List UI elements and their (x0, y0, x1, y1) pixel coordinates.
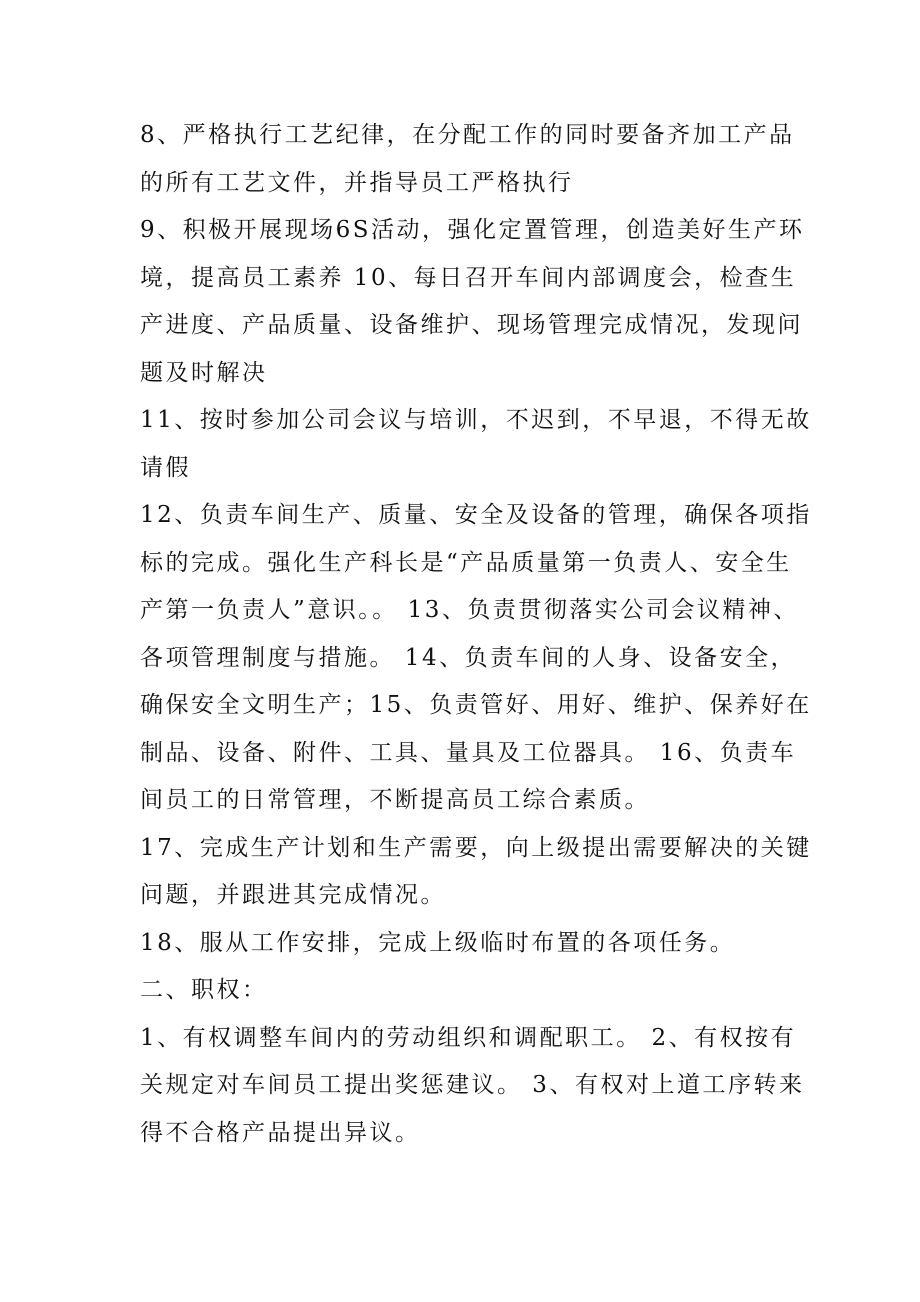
text-line-20: 1、有权调整车间内的劳动组织和调配职工。 2、有权按有 (140, 1024, 797, 1051)
text-line-10: 标的完成。强化生产科长是“产品质量第一负责人、安全生 (140, 549, 792, 576)
text-line-21: 关规定对车间员工提出奖惩建议。 3、有权对上道工序转来 (140, 1072, 805, 1098)
text-line-15: 间员工的日常管理，不断提高员工综合素质。 (140, 787, 650, 813)
text-line-14: 制品、设备、附件、工具、量具及工位器具。 16、负责车 (140, 739, 797, 766)
text-line-12: 各项管理制度与措施。 14、负责车间的人身、设备安全， (140, 644, 797, 671)
text-line-22: 得不合格产品提出异议。 (140, 1119, 421, 1146)
text-line-9: 12、负责车间生产、质量、安全及设备的管理，确保各项指 (140, 502, 812, 528)
text-line-11: 产第一负责人”意识。。 13、负责贯彻落实公司会议精神、 (140, 597, 799, 623)
text-line-2: 的所有工艺文件，并指导员工严格执行 (140, 169, 574, 196)
text-line-7: 11、按时参加公司会议与培训，不迟到，不早退，不得无故 (140, 407, 812, 433)
text-line-5: 产进度、产品质量、设备维护、现场管理完成情况，发现问 (140, 312, 803, 338)
text-line-3: 9、积极开展现场6S活动，强化定置管理，创造美好生产环 (140, 217, 805, 243)
text-line-4: 境，提高员工素养 10、每日召开车间内部调度会，检查生 (140, 264, 797, 291)
text-line-13: 确保安全文明生产；15、负责管好、用好、维护、保养好在 (140, 692, 812, 718)
text-line-1: 8、严格执行工艺纪律，在分配工作的同时要备齐加工产品 (140, 122, 795, 148)
text-line-6: 题及时解决 (140, 359, 268, 386)
text-line-8: 请假 (140, 454, 191, 481)
text-line-18: 18、服从工作安排，完成上级临时布置的各项任务。 (140, 929, 736, 956)
text-line-16: 17、完成生产计划和生产需要，向上级提出需要解决的关键 (140, 834, 812, 861)
text-line-17: 问题，并跟进其完成情况。 (140, 882, 446, 908)
section-heading: 二、职权： (140, 977, 268, 1003)
document-body (140, 112, 812, 1157)
